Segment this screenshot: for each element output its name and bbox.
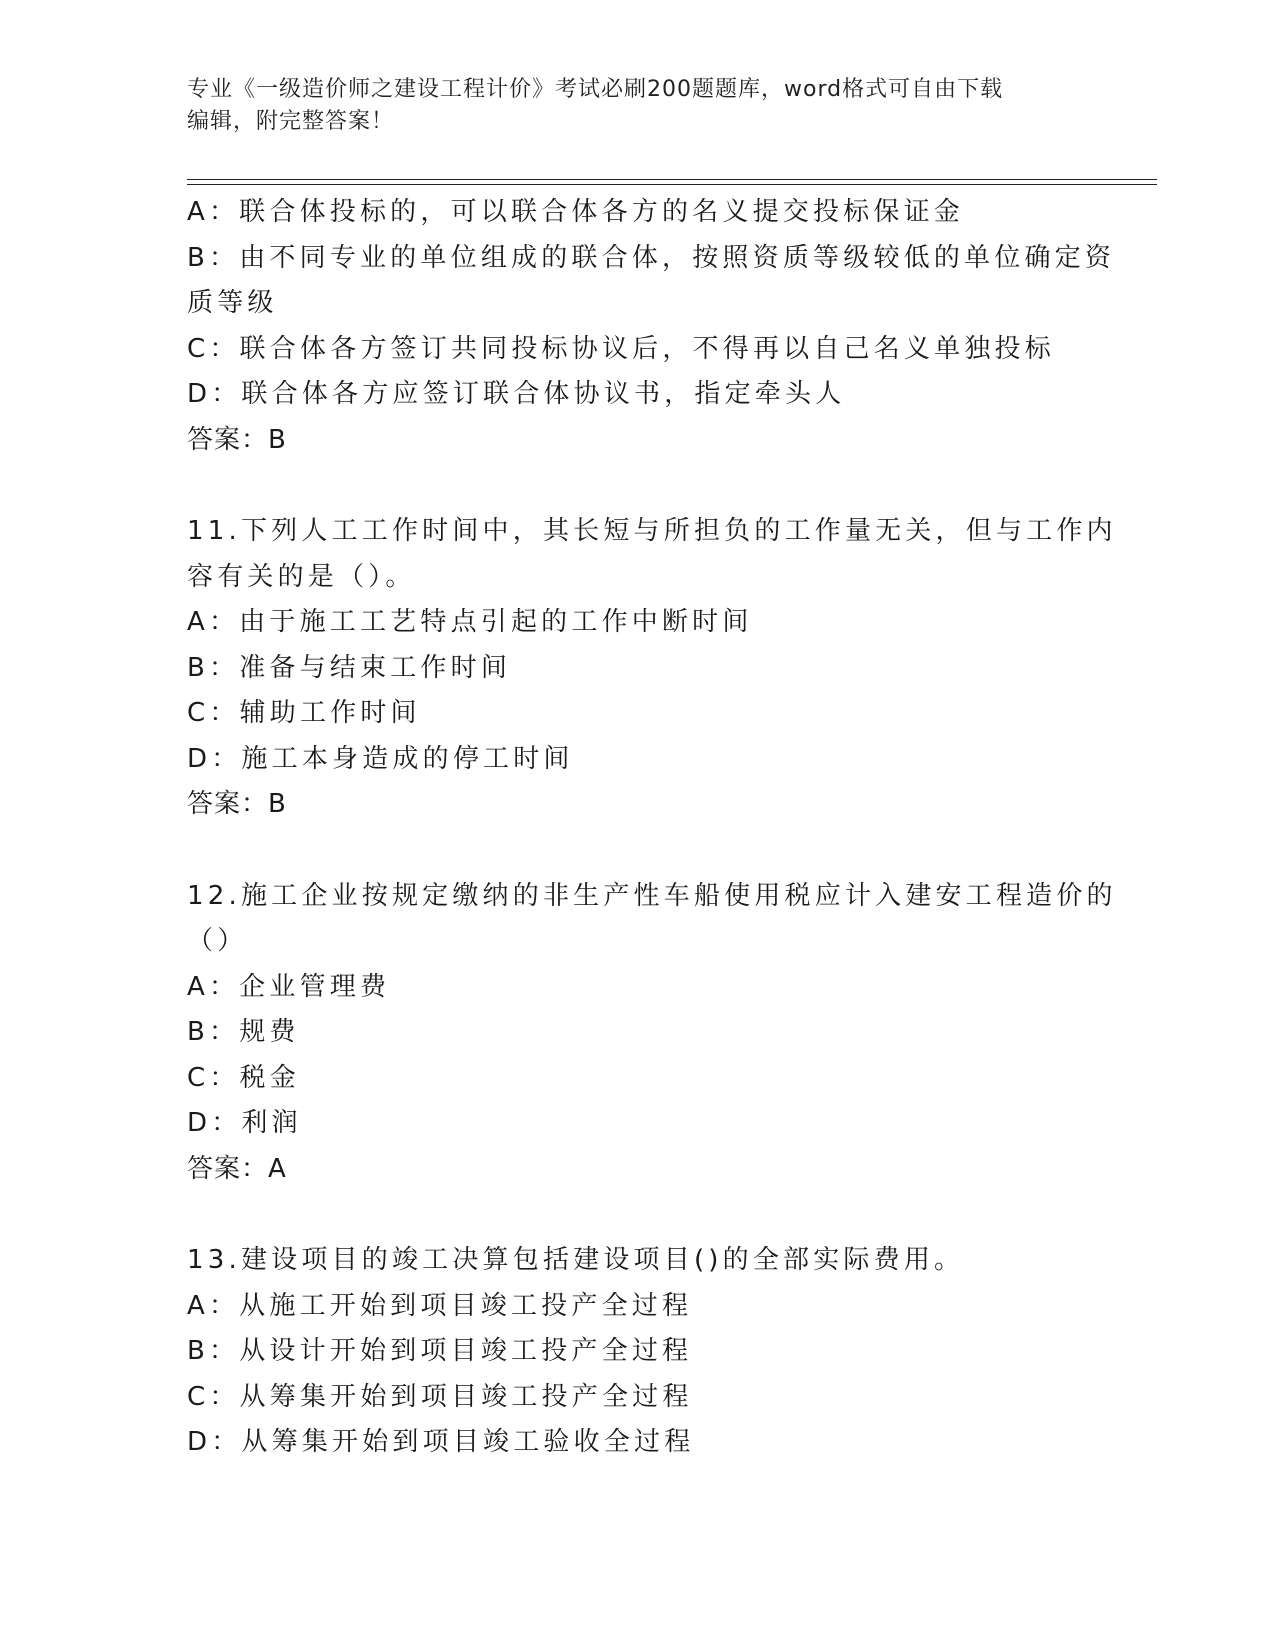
question-text: 13.建设项目的竣工决算包括建设项目()的全部实际费用。: [187, 1245, 965, 1275]
document-header: [187, 74, 1087, 138]
option-b: B：规费: [187, 1017, 300, 1047]
question-text-line-1: 11.下列人工工作时间中，其长短与所担负的工作量无关，但与工作内: [187, 516, 1117, 546]
option-a: A：联合体投标的，可以联合体各方的名义提交投标保证金: [187, 197, 964, 227]
header-line-1: 专业《一级造价师之建设工程计价》考试必刷200题题库，word格式可自由下载: [187, 77, 1004, 102]
answer: 答案：A: [187, 1153, 287, 1184]
question-text-line-2: （）: [187, 926, 248, 956]
question-10-block: [187, 190, 1116, 463]
divider-line-bottom: [187, 184, 1157, 185]
answer: 答案：B: [187, 424, 287, 455]
spacer: [187, 828, 1067, 874]
option-c: C：从筹集开始到项目竣工投产全过程: [187, 1381, 693, 1412]
option-b: B：准备与结束工作时间: [187, 652, 512, 683]
option-b-line-2: 质等级: [187, 288, 278, 318]
option-b: B：从设计开始到项目竣工投产全过程: [187, 1336, 693, 1366]
option-c: C：税金: [187, 1062, 300, 1093]
question-text-line-1: 12.施工企业按规定缴纳的非生产性车船使用税应计入建安工程造价的: [187, 880, 1117, 911]
header-divider: [187, 179, 1157, 185]
option-c: C：联合体各方签订共同投标协议后，不得再以自己名义单独投标: [187, 333, 1055, 364]
question-content: [187, 190, 1117, 1466]
option-d: D：联合体各方应签订联合体协议书，指定牵头人: [187, 379, 846, 409]
header-line-2: 编辑，附完整答案！: [187, 109, 395, 134]
question-11-block: [187, 509, 1117, 828]
question-text-line-2: 容有关的是（）。: [187, 561, 416, 592]
spacer: [187, 463, 1067, 509]
option-a: A：由于施工工艺特点引起的工作中断时间: [187, 607, 753, 637]
answer: 答案：B: [187, 789, 287, 819]
divider-line-top: [187, 179, 1157, 180]
spacer: [187, 1192, 1067, 1238]
option-a: A：从施工开始到项目竣工投产全过程: [187, 1290, 693, 1321]
option-d: D：施工本身造成的停工时间: [187, 743, 574, 774]
option-d: D：利润: [187, 1108, 302, 1138]
option-a: A：企业管理费: [187, 971, 391, 1002]
option-d: D：从筹集开始到项目竣工验收全过程: [187, 1427, 695, 1457]
question-13-block: [187, 1238, 1067, 1466]
question-12-block: [187, 874, 1117, 1193]
option-c: C：辅助工作时间: [187, 698, 421, 728]
option-b-line-1: B：由不同专业的单位组成的联合体，按照资质等级较低的单位确定资: [187, 242, 1116, 273]
